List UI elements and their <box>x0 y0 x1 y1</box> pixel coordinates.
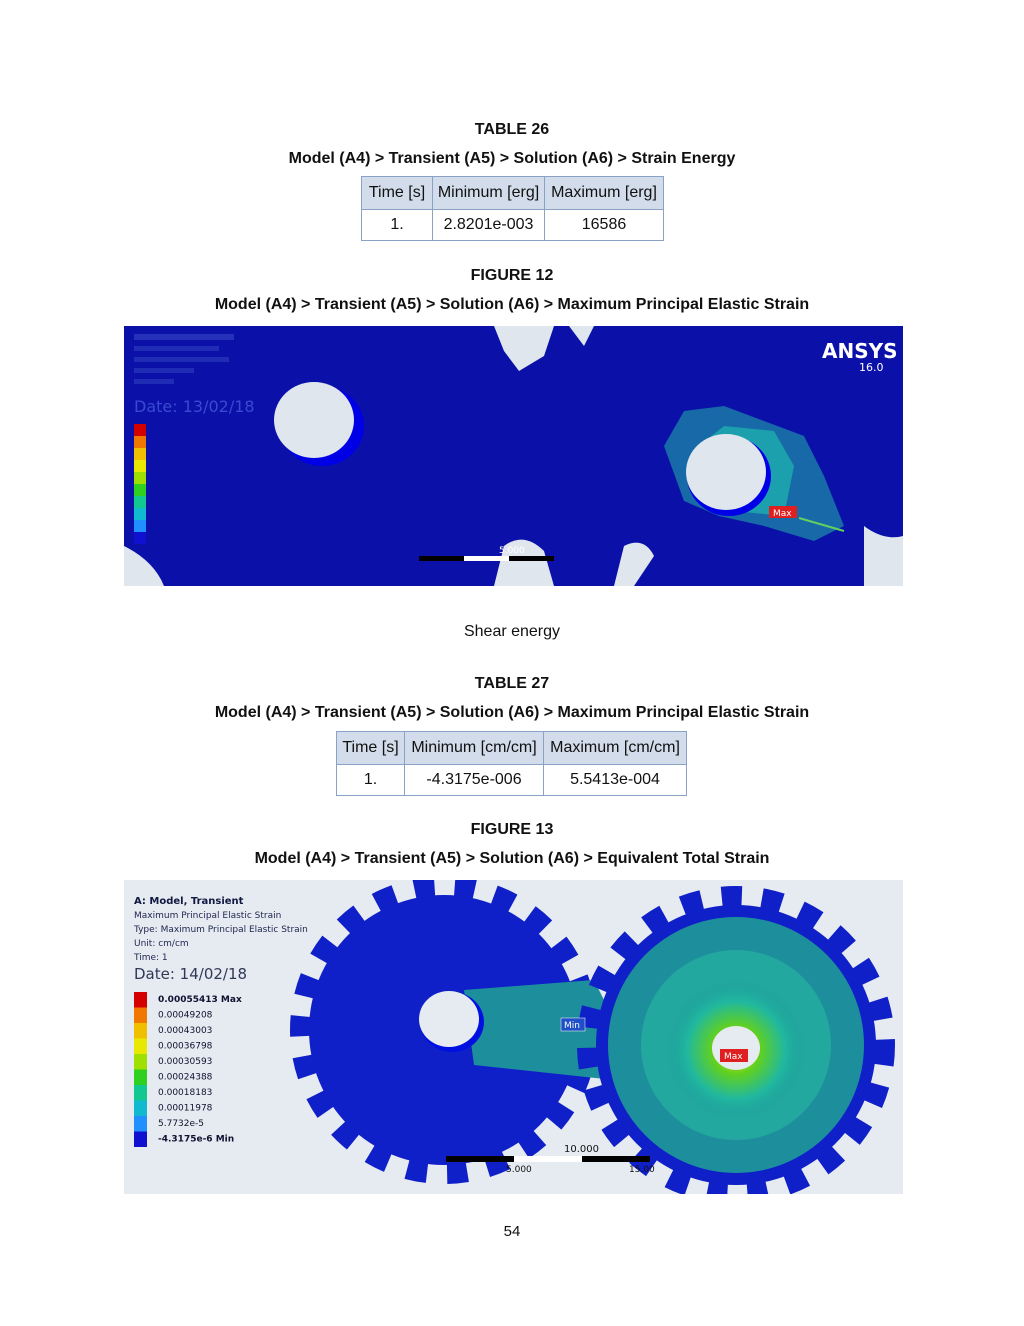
legend-value: 0.00018183 <box>158 1088 213 1098</box>
legend-swatch <box>134 1023 147 1039</box>
figure13-info-line-5: Time: 1 <box>134 953 168 963</box>
table27-header-max: Maximum [cm/cm] <box>544 732 687 765</box>
shear-energy-text: Shear energy <box>463 623 561 640</box>
legend-value: 0.00055413 Max <box>158 995 242 1005</box>
figure13-legend <box>134 992 242 1147</box>
figure13-caption: Model (A4) > Transient (A5) > Solution (A6) > Equivalent Total Strain <box>254 850 770 867</box>
table27-title: TABLE 27 <box>474 675 550 692</box>
figure13-simulation <box>124 880 903 1194</box>
figure13-info-line-1: A: Model, Transient <box>134 896 244 907</box>
figure13-title: FIGURE 13 <box>470 821 554 838</box>
figure13-date: Date: 14/02/18 <box>134 965 248 983</box>
legend-value: 5.7732e-5 <box>158 1119 205 1129</box>
legend-swatch <box>134 1039 147 1055</box>
table27-cell-max: 5.5413e-004 <box>544 765 687 796</box>
legend-swatch <box>134 1054 147 1070</box>
figure12-image <box>124 326 903 586</box>
table26-cell-time: 1. <box>362 210 433 241</box>
table26-header-row <box>362 177 664 210</box>
table26-header-max: Maximum [erg] <box>545 177 664 210</box>
legend-value: 0.00043003 <box>158 1026 213 1036</box>
table27-header-row <box>337 732 687 765</box>
legend-value: 0.00024388 <box>158 1072 213 1083</box>
legend-swatch <box>134 1070 147 1086</box>
table26-header-time: Time [s] <box>362 177 433 210</box>
legend-value: 0.00011978 <box>158 1103 213 1114</box>
page-number: 54 <box>503 1223 521 1240</box>
figure12-max-label: Max <box>773 509 792 519</box>
figure12-date: Date: 13/02/18 <box>134 397 255 416</box>
table26-header-min: Minimum [erg] <box>433 177 545 210</box>
table-row <box>337 765 687 796</box>
legend-swatch <box>134 1116 147 1132</box>
table26-title: TABLE 26 <box>474 121 550 138</box>
legend-value: -4.3175e-6 Min <box>158 1134 235 1145</box>
legend-value: 0.00030593 <box>158 1057 213 1067</box>
figure13-max-label: Max <box>724 1052 743 1062</box>
figure12-title: FIGURE 12 <box>470 267 554 284</box>
legend-swatch <box>134 992 147 1008</box>
figure12-scale-label: 5.000 <box>499 546 525 556</box>
figure13-info-line-3: Type: Maximum Principal Elastic Strain <box>134 925 308 935</box>
table27-header-min: Minimum [cm/cm] <box>405 732 544 765</box>
legend-swatch <box>134 1085 147 1101</box>
figure13-scale-label-2: 5.000 <box>506 1165 532 1175</box>
legend-value: 0.00049208 <box>158 1010 213 1021</box>
table27-cell-min: -4.3175e-006 <box>405 765 544 796</box>
figure13-info-line-2: Maximum Principal Elastic Strain <box>134 911 282 921</box>
ansys-version: 16.0 <box>859 361 884 374</box>
legend-swatch <box>134 1132 147 1148</box>
legend-swatch <box>134 1101 147 1117</box>
ansys-logo: ANSYS <box>822 339 898 363</box>
table27-header-time: Time [s] <box>337 732 405 765</box>
figure13-info-line-4: Unit: cm/cm <box>134 939 189 949</box>
table-row <box>362 210 664 241</box>
figure12-simulation <box>124 326 903 586</box>
figure13-scale-label-3: 15.00 <box>629 1165 655 1175</box>
table26-cell-min: 2.8201e-003 <box>433 210 545 241</box>
figure12-caption: Model (A4) > Transient (A5) > Solution (A6) > Maximum Principal Elastic Strain <box>214 296 810 313</box>
figure13-min-label: Min <box>564 1021 580 1031</box>
legend-value: 0.00036798 <box>158 1041 213 1052</box>
table27 <box>336 731 687 796</box>
table26-caption: Model (A4) > Transient (A5) > Solution (A6) > Strain Energy <box>288 150 736 167</box>
table26-cell-max: 16586 <box>545 210 664 241</box>
table26 <box>361 176 664 241</box>
table27-caption: Model (A4) > Transient (A5) > Solution (A6) > Maximum Principal Elastic Strain <box>214 704 810 721</box>
table27-cell-time: 1. <box>337 765 405 796</box>
figure13-image <box>124 880 903 1194</box>
legend-swatch <box>134 1008 147 1024</box>
figure13-scale-label-1: 10.000 <box>564 1144 599 1155</box>
